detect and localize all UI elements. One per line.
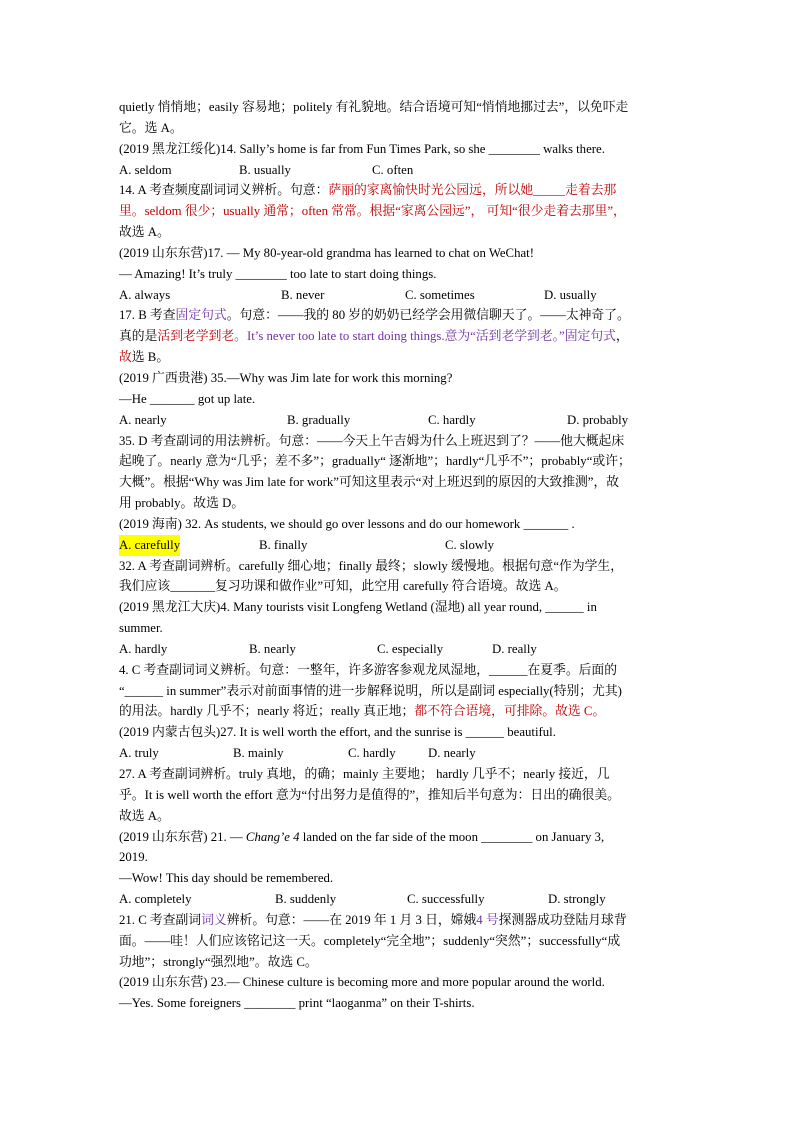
answer-text: 大概”。根据“Why was Jim late for work”可知这里表示“对上班迟到的原因的大致推测”，故 — [119, 475, 620, 490]
highlight-text: 。It’s never too late to start doing things.意为“活到老学到老。” — [234, 329, 565, 344]
answer-4-line — [119, 701, 675, 722]
question-text: (2019 山东东营) 21. — — [119, 829, 246, 844]
answer-text: 辨析。句意：——在 2019 年 1 月 3 日，嫦娥 — [226, 912, 477, 927]
question-32-stem — [119, 514, 675, 535]
answer-text: 27. A 考查副词辨析。truly 真地，的确；mainly 主要地； hardly 几乎不；nearly 接近，几 — [119, 767, 610, 781]
text-line — [119, 118, 675, 139]
highlight-text: 4 号 — [476, 912, 499, 927]
highlight-text: 固定句式 — [564, 329, 616, 344]
answer-text: 真的是 — [119, 329, 158, 344]
question-text: (2019 山东东营)17. — My 80-year-old grandma has learned to chat on WeChat! — [119, 245, 534, 260]
question-14-stem — [119, 139, 675, 160]
option-c: C. successfully — [407, 892, 485, 907]
answer-17-line — [119, 305, 675, 326]
question-text: (2019 山东东营) 23.— Chinese culture is becoming more and more popular around the world. — [119, 975, 605, 990]
option-b: B. usually — [239, 162, 291, 177]
highlight-text: 固定句式 — [175, 308, 227, 323]
answer-27-line — [119, 764, 675, 785]
answer-text: 14. A 考查频度副词词义辨析。句意： — [119, 183, 329, 198]
answer-text: 功地”；strongly“强烈地”。故选 C。 — [119, 954, 318, 969]
answer-text: ， — [615, 329, 629, 344]
answer-text: 故 — [119, 350, 132, 365]
question-text: —Wow! This day should be remembered. — [119, 871, 334, 886]
option-d: D. probably — [567, 412, 629, 427]
option-b: B. mainly — [233, 746, 284, 761]
answer-text: 32. A 考查副词辨析。carefully 细心地；finally 最终；slowly 缓慢地。根据句意“作为学生， — [119, 558, 624, 573]
option-c: C. especially — [377, 641, 444, 656]
answer-14-line — [119, 201, 675, 222]
option-a: A. seldom — [119, 162, 172, 177]
question-21-stem — [119, 827, 675, 848]
text-line — [119, 97, 675, 118]
question-32-options — [119, 535, 675, 556]
option-c: C. often — [372, 162, 414, 177]
answer-17-line — [119, 326, 675, 347]
question-text: (2019 黑龙江绥化)14. Sally’s home is far from Fun Times Park, so she ________ walks there. — [119, 141, 605, 156]
option-a: A. hardly — [119, 641, 168, 656]
answer-4-line — [119, 660, 675, 681]
answer-text: 35. D 考查副词的用法辨析。句意：——今天上午吉姆为什么上班迟到了？——他大概起床 — [119, 433, 625, 448]
question-35-options — [119, 410, 675, 431]
question-text: summer. — [119, 621, 163, 636]
question-21-stem — [119, 868, 675, 889]
answer-text: 根据“家离公园远”， 可知“很少走着去那里”， — [369, 204, 626, 219]
question-23-stem — [119, 972, 675, 993]
question-4-stem — [119, 597, 675, 618]
option-b: B. suddenly — [275, 892, 337, 907]
question-text: —He _______ got up late. — [119, 391, 256, 406]
explanation-text: quietly 悄悄地；easily 容易地；polite​ly 有礼貌地。结合语境可知“悄悄地挪过去”，以免吓走 — [119, 100, 629, 114]
question-21-stem — [119, 847, 675, 868]
answer-14-line — [119, 222, 675, 243]
answer-17-line — [119, 347, 675, 368]
option-a: A. truly — [119, 746, 159, 761]
answer-27-line — [119, 785, 675, 806]
answer-text: 乎。It is well worth the effort 意为“付出努力是值得的”，推知后半句意为：日出的确很美。 — [119, 787, 620, 802]
answer-text: 。句意：——我的 80 岁的奶奶已经学会用微信聊天了。——太神奇了。 — [226, 308, 630, 323]
option-a: A. always — [119, 287, 171, 302]
option-c: C. slowly — [445, 537, 495, 552]
answer-text: 探测器成功登陆月球背 — [498, 912, 627, 927]
option-c: C. sometimes — [405, 287, 475, 302]
question-27-stem — [119, 722, 675, 743]
question-35-stem — [119, 389, 675, 410]
answer-text: 里。seldom 很少；usually 通常；often 常常。 — [119, 204, 370, 219]
answer-text: 4. C 考查副词词义辨析。句意：一整年，许多游客参观龙凤湿地，______在夏季。后面的 — [119, 662, 618, 677]
question-21-options — [119, 889, 675, 910]
answer-21-line — [119, 952, 675, 973]
answer-text: “______ in summer”表示对前面事情的进一步解释说明，所以是副词 especially(特别；尤其) — [119, 683, 622, 698]
option-d: D. strongly — [548, 892, 606, 907]
question-text: (2019 海南) 32. As students, we should go over lessons and do our homework _______ . — [119, 516, 575, 531]
answer-32-line — [119, 576, 675, 597]
question-14-options — [119, 160, 675, 181]
answer-35-line — [119, 451, 675, 472]
question-text: (2019 广西贵港) 35.—Why was Jim late for work this morning? — [119, 370, 453, 385]
question-4-stem — [119, 618, 675, 639]
explanation-text: 它。选 A。 — [119, 120, 183, 135]
highlight-text: 词义 — [201, 912, 227, 927]
question-text: Chang’e 4 — [245, 829, 300, 844]
answer-text: 起晚了。nearly 意为“几乎；差不多”；gradually“ 逐渐地”；hardly“几乎不”；probably“或许； — [119, 454, 631, 469]
answer-21-line — [119, 931, 675, 952]
answer-text: 17. B 考查 — [119, 308, 176, 323]
answer-4-line — [119, 681, 675, 702]
option-a: A. nearly — [119, 412, 167, 427]
answer-35-line — [119, 472, 675, 493]
question-text: —Yes. Some foreigners ________ print “laoganma” on their T-shirts. — [119, 996, 475, 1011]
question-text: — Amazing! It’s truly ________ too late to start doing things. — [119, 266, 437, 281]
document-page — [119, 97, 675, 1014]
answer-text: 故选 A。 — [119, 225, 170, 240]
question-text: (2019 黑龙江大庆)4. Many tourists visit Longfeng Wetland (湿地) all year round, ______ in — [119, 600, 597, 615]
question-4-options — [119, 639, 675, 660]
option-c: C. hardly — [348, 746, 396, 761]
answer-text: 故选 A。 — [119, 808, 170, 823]
option-a: A. completely — [119, 892, 192, 907]
answer-35-line — [119, 431, 675, 452]
option-a-highlighted: A. carefully — [119, 535, 180, 556]
option-b: B. finally — [259, 537, 308, 552]
option-b: B. gradually — [287, 412, 351, 427]
option-c: C. hardly — [428, 412, 476, 427]
translation-text: 萨丽的家离愉快时光公园远，所以她_____走着去那 — [328, 183, 617, 198]
answer-32-line — [119, 556, 675, 577]
highlight-text: 都不符合语境，可排除。故选 C。 — [414, 704, 606, 719]
answer-text: 用 probably。故选 D。 — [119, 496, 245, 511]
question-27-options — [119, 743, 675, 764]
highlight-text: 活到老学到老 — [157, 329, 235, 344]
answer-21-line — [119, 910, 675, 931]
question-text: (2019 内蒙古包头)27. It is well worth the effort, and the sunrise is ______ beautiful. — [119, 725, 556, 740]
answer-text: 面。——哇！人们应该铭记这一天。completely“完全地”；suddenly“突然”；successfully“成 — [119, 933, 621, 948]
answer-35-line — [119, 493, 675, 514]
answer-text: 21. C 考查副词 — [119, 912, 202, 927]
answer-14-line — [119, 180, 675, 201]
option-d: D. usually — [544, 287, 597, 302]
answer-text: 我们应该_______复习功课和做作业”可知，此空用 carefully 符合语境。故选 A。 — [119, 579, 567, 594]
question-text: 2019. — [119, 850, 148, 865]
answer-27-line — [119, 806, 675, 827]
question-17-stem — [119, 243, 675, 264]
question-text: landed on the far side of the moon ________ on January 3, — [299, 829, 605, 844]
question-17-stem — [119, 264, 675, 285]
answer-text: 的用法。hardly 几乎不；nearly 将近；really 真正地； — [119, 704, 415, 719]
answer-text: 选 B。 — [131, 350, 170, 365]
question-23-stem — [119, 993, 675, 1014]
option-d: D. nearly — [428, 746, 476, 761]
option-d: D. really — [492, 641, 537, 656]
question-35-stem — [119, 368, 675, 389]
option-b: B. nearly — [249, 641, 296, 656]
question-17-options — [119, 285, 675, 306]
option-b: B. never — [281, 287, 325, 302]
